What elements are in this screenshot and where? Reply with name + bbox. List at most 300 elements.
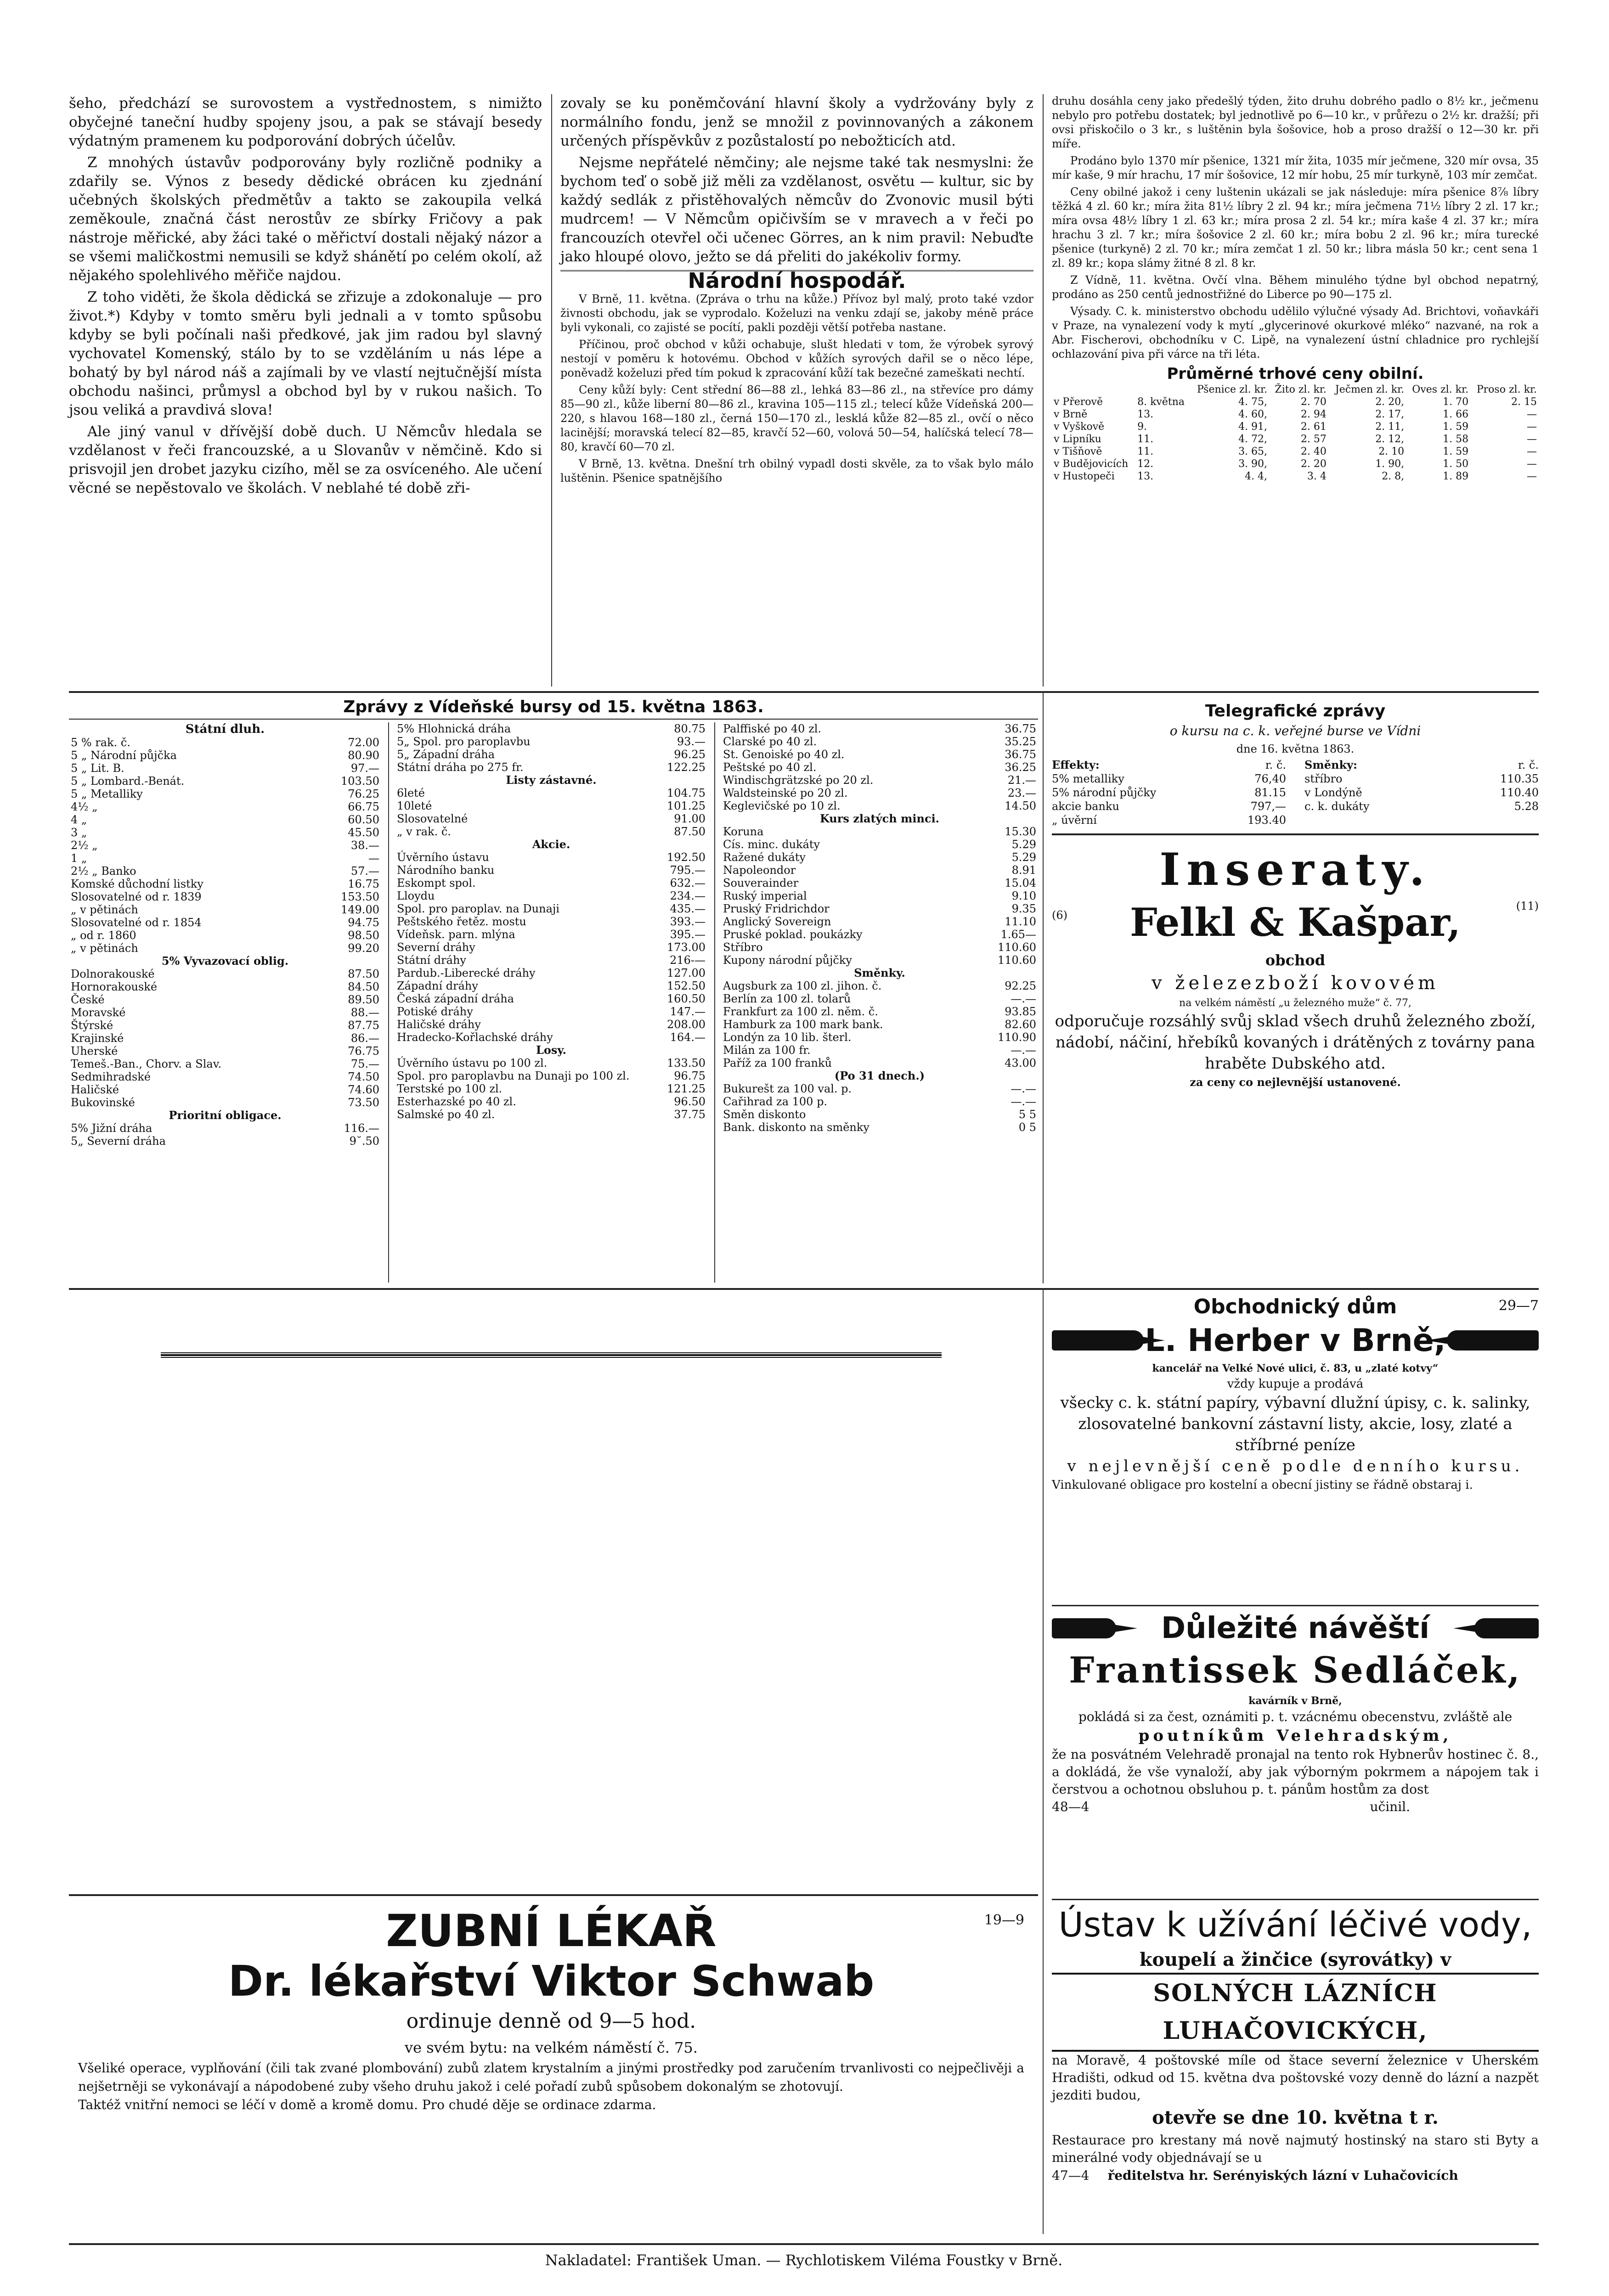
bourse-value: 93.—	[677, 735, 706, 748]
bourse-value: 147.—	[670, 1005, 706, 1018]
effect-value: 81.15	[1254, 786, 1286, 799]
bourse-item: Listy zástavné.	[506, 773, 597, 787]
bourse-value: 82.60	[1005, 1018, 1036, 1031]
bourse-item: 5„ Spol. pro paroplavbu	[397, 735, 531, 748]
bourse-value: 9.10	[1011, 889, 1036, 902]
bourse-row	[721, 967, 1038, 979]
price-value: 1. 66	[1443, 409, 1469, 420]
bourse-item: Peštské po 40 zl.	[723, 761, 817, 774]
bourse-item: Státní dráhy	[397, 954, 466, 967]
price-header: Ječmen zl. kr.	[1335, 384, 1405, 395]
bourse-value: 91.00	[674, 812, 706, 825]
bourse-row	[395, 1095, 707, 1108]
spa-ad	[1052, 1899, 1539, 2185]
telegraph-title: Telegrafické zprávy	[1205, 702, 1386, 720]
bourse-item: Slosovatelné od r. 1839	[71, 890, 202, 903]
bourse-item: 5„ Severní dráha	[71, 1135, 166, 1148]
bourse-row	[721, 812, 1038, 825]
price-day: 13.	[1137, 409, 1154, 420]
bourse-value: 96.50	[674, 1095, 706, 1108]
bourse-value: 14.50	[1005, 799, 1036, 812]
price-row	[1052, 433, 1539, 445]
bourse-item: Západní dráhy	[397, 979, 478, 992]
bourse-item: Windischgrätzské po 20 zl.	[723, 774, 874, 787]
bourse-item: Clarské po 40 zl.	[723, 735, 817, 748]
effect-name: 5% metalliky	[1052, 772, 1124, 785]
bourse-row	[69, 1019, 381, 1032]
col2-paragraph-1: zovaly se ku poněmčování hlavní školy a vydržovány byly z normálního fondu, jenž se množil z povinnovaných a zákonem určených příspěvkův z pozůstalostí po nebožticích atd.	[560, 95, 1033, 149]
bourse-value: 74.60	[348, 1083, 379, 1096]
bourse-row	[721, 774, 1038, 787]
bourse-item: 10leté	[397, 799, 432, 812]
bourse-item: 6leté	[397, 787, 425, 799]
spa-name: SOLNÝCH LÁZNÍCH LUHAČOVICKÝCH,	[1052, 1973, 1539, 2052]
price-value: 2. 10	[1378, 446, 1405, 457]
bourse-value: 11.10	[1005, 915, 1036, 928]
bourse-item: Pardub.-Liberecké dráhy	[397, 967, 536, 979]
bourse-value: 88.—	[350, 1006, 379, 1019]
bourse-value: 5.29	[1011, 851, 1036, 864]
bourse-row	[69, 968, 381, 980]
bourse-rule	[69, 719, 1038, 720]
dentist-ad	[69, 1906, 1033, 2114]
bourse-value: —.—	[1011, 1095, 1036, 1108]
bourse-row	[69, 903, 381, 916]
bourse-item: 5 „ Metalliky	[71, 788, 143, 800]
bourse-value: 76.75	[348, 1045, 379, 1058]
bourse-value: 93.85	[1005, 1005, 1036, 1018]
bourse-item: 2½ „	[71, 839, 98, 852]
bourse-item: Kupony národní půjčky	[723, 954, 852, 967]
ad-number: 19—9	[984, 1912, 1024, 1928]
bourse-value: 122.25	[667, 761, 706, 774]
bourse-row	[395, 825, 707, 838]
price-day: 11.	[1137, 433, 1154, 445]
bourse-row	[395, 1082, 707, 1095]
bourse-row	[69, 813, 381, 826]
price-value: 3. 65,	[1238, 446, 1268, 457]
bourse-value: 0 5	[1018, 1121, 1036, 1134]
section-rule	[1052, 833, 1539, 835]
bourse-value: 149.00	[341, 903, 379, 916]
price-value: 2. 12,	[1375, 433, 1405, 445]
price-value: 2. 94	[1300, 409, 1327, 420]
section-rule	[69, 1288, 1539, 1290]
exchange-value: 110.35	[1500, 772, 1539, 785]
bourse-row	[69, 839, 381, 852]
ad-number: (11)	[1516, 900, 1539, 912]
bourse-item: Hamburk za 100 mark bank.	[723, 1018, 883, 1031]
bourse-value: 9˘.50	[349, 1135, 379, 1148]
pointing-hand-right-icon	[1052, 1618, 1116, 1638]
col2-paragraph-2: Nejsme nepřátelé němčiny; ale nejsme také tak nesmyslni: že bychom teď o sobě již měli za vzdělanost, osvětu — kultur, sic by každý sedlák z přistěhovalých němcův do Zvonovic musil býti mudrcem! — V Němcům opičivším se v mravech a v řeči po francouzích otevřel oči učenec Görres, an k nim pravil: Nebuďte jako hloupé olovo, ježto se dá přeliti do jakékoliv formy.	[560, 154, 1033, 265]
bourse-item: Ražené dukáty	[723, 851, 806, 864]
bourse-row	[721, 838, 1038, 851]
bourse-item: Slosovatelné od r. 1854	[71, 916, 202, 929]
spa-text: na Moravě, 4 poštovské míle od štace severní železnice v Uherském Hradišti, odkud od 15. května dva poštovské vozy denně do lázní a nazpět jezditi budou,	[1052, 2053, 1539, 2103]
exchange-name: stříbro	[1304, 772, 1343, 785]
ad-number: 29—7	[1498, 1298, 1539, 1314]
market-paragraph-3: Ceny kůží byly: Cent střední 86—88 zl., lehká 83—86 zl., na střevíce pro dámy 85—90 zl., kůže liberní 80—86 zl., kravina 105—115 zl.; telecí kůže Vídeňská 200—220, s hlavou 168—180 zl., černá 150—170 zl., lesklá kůže 82—85 zl., ovčí o něco lacinější; moravská telecí 82—85, kravčí 52—60, volová 50—54, halíčská telecí 78—80, kravčí 60—70 zl.	[560, 383, 1033, 453]
bourse-item: Úvěrního ústavu po 100 zl.	[397, 1057, 548, 1069]
bourse-table-c	[721, 722, 1038, 1134]
herber-text: všecky c. k. státní papíry, výbavní dlužní úpisy, c. k. salinky, zlosovatelné bankovní zástavní listy, akcie, losy, zlaté a stříbrné peníze	[1060, 1394, 1530, 1454]
bourse-value: 110.60	[998, 941, 1036, 954]
exchange-name: v Londýně	[1304, 786, 1362, 799]
bourse-row	[69, 929, 381, 942]
felkl-obchod: obchod	[1265, 951, 1326, 969]
price-header: Proso zl. kr.	[1476, 384, 1537, 395]
bourse-item: Hradecko-Kořlachské dráhy	[397, 1031, 553, 1044]
bourse-item: Spol. pro paroplavbu na Dunaji po 100 zl.	[397, 1069, 630, 1082]
bourse-value: 160.50	[667, 992, 706, 1005]
bourse-row	[69, 1135, 381, 1148]
telegraph-date: dne 16. května 1863.	[1236, 743, 1355, 755]
price-value: —	[1527, 409, 1537, 420]
bourse-value: —	[368, 852, 379, 865]
bourse-item: Anglický Sovereign	[723, 915, 831, 928]
herber-title: Obchodnický dům	[1193, 1295, 1397, 1318]
price-value: 2. 8,	[1382, 471, 1405, 482]
bourse-item: „ od r. 1860	[71, 929, 136, 942]
bourse-value: 393.—	[670, 915, 706, 928]
bourse-item: 5 „ Národní půjčka	[71, 749, 177, 762]
bourse-value: 208.00	[667, 1018, 706, 1031]
bourse-row	[395, 1057, 707, 1069]
bourse-item: Ruský imperial	[723, 889, 807, 902]
bourse-row	[395, 748, 707, 761]
bourse-item: 5 % rak. č.	[71, 736, 130, 749]
bourse-value: 15.04	[1005, 877, 1036, 889]
bourse-value: 87.50	[674, 825, 706, 838]
price-value: 2. 40	[1300, 446, 1327, 457]
bourse-item: Haličské	[71, 1083, 119, 1096]
bourse-item: Státní dráha po 275 fr.	[397, 761, 524, 774]
bourse-value: 173.00	[667, 941, 706, 954]
bourse-value: 192.50	[667, 851, 706, 864]
bourse-item: Hornorakouské	[71, 980, 158, 993]
bourse-item: České	[71, 993, 105, 1006]
bourse-row	[395, 735, 707, 748]
bourse-row	[395, 992, 707, 1005]
bourse-value: 87.75	[348, 1019, 379, 1032]
price-value: 3. 90,	[1238, 458, 1268, 470]
price-value: 2. 15	[1511, 396, 1537, 408]
felkl-address: na velkém náměstí „u železného muže“ č. 77,	[1179, 997, 1411, 1009]
bourse-value: 89.50	[348, 993, 379, 1006]
bourse-item: Krajinské	[71, 1032, 124, 1045]
bourse-row	[69, 865, 381, 878]
price-row	[1052, 445, 1539, 458]
price-value: 1. 50	[1443, 458, 1469, 470]
dentist-address: ve svém bytu: na velkém náměstí č. 75.	[405, 2039, 698, 2056]
bourse-item: Slosovatelné	[397, 812, 468, 825]
bourse-value: 23.—	[1007, 787, 1036, 799]
notice-pilgrims: poutníkům Velehradským,	[1138, 1727, 1452, 1745]
bourse-value: 74.50	[348, 1070, 379, 1083]
bourse-item: Lloydu	[397, 889, 435, 902]
bourse-value: 116.—	[344, 1122, 379, 1135]
price-row	[1052, 408, 1539, 421]
bourse-value: 36.25	[1005, 761, 1036, 774]
bourse-row	[69, 1045, 381, 1058]
bourse-value: 45.50	[348, 826, 379, 839]
column-divider	[1043, 94, 1044, 687]
bourse-row	[395, 1069, 707, 1082]
bourse-row	[721, 1018, 1038, 1031]
bourse-row	[721, 799, 1038, 812]
bourse-value: 73.50	[348, 1096, 379, 1109]
inserty-title: Inseraty.	[1159, 844, 1431, 895]
column-2	[560, 94, 1033, 488]
price-day: 13.	[1137, 471, 1154, 482]
bourse-row	[69, 942, 381, 955]
sedlacek-name: Frantissek Sedláček,	[1069, 1649, 1522, 1691]
price-value: 4. 72,	[1238, 433, 1268, 445]
bourse-item: „ v rak. č.	[397, 825, 451, 838]
price-table	[1052, 383, 1539, 483]
pointing-hand-left-icon	[1447, 1330, 1539, 1351]
price-value: 1. 59	[1443, 421, 1469, 433]
bourse-value: 8.91	[1011, 864, 1036, 877]
bourse-row	[69, 852, 381, 865]
bourse-row	[395, 799, 707, 812]
bourse-row	[395, 902, 707, 915]
bourse-value: 103.50	[341, 775, 379, 788]
price-value: 4. 60,	[1238, 409, 1268, 420]
bourse-item: Komské důchodní listky	[71, 878, 203, 890]
bourse-row	[69, 955, 381, 968]
bourse-value: 5.29	[1011, 838, 1036, 851]
herber-cheap: v nejlevnější ceně podle denního kursu.	[1067, 1457, 1524, 1475]
column-3	[1052, 94, 1539, 483]
bourse-value: 80.90	[348, 749, 379, 762]
spa-subtitle: koupelí a žinčice (syrovátky) v	[1139, 1949, 1451, 1970]
bourse-value: 234.—	[670, 889, 706, 902]
bourse-value: 1.65—	[1000, 928, 1036, 941]
newspaper-page	[69, 94, 1539, 2296]
bourse-row	[69, 1096, 381, 1109]
bourse-item: „ v pětinách	[71, 903, 138, 916]
exchange-unit: r. č.	[1518, 759, 1539, 771]
price-header: Žito zl. kr.	[1275, 384, 1327, 395]
bourse-row	[395, 787, 707, 799]
bourse-value: 395.—	[670, 928, 706, 941]
bourse-table-b	[395, 722, 707, 1121]
bourse-value: 127.00	[667, 967, 706, 979]
ad-number: (6)	[1052, 909, 1067, 922]
bourse-value: 60.50	[348, 813, 379, 826]
bourse-value: 84.50	[348, 980, 379, 993]
bourse-col-c	[721, 722, 1038, 1134]
market-paragraph-2: Příčinou, proč obchod v kůži ochabuje, slušt hledati v tom, že výrobek syrový nestojí v poměru k hotovému. Obchod v kůžích syrových dařil se o něco lépe, poněvadž koželuzi před tím pokud k zpracování kůží tak bezečné zameškati nechtí.	[560, 338, 1033, 379]
bourse-value: 96.75	[674, 1069, 706, 1082]
telegraph-section	[1052, 700, 1539, 1091]
bourse-item: 1 „	[71, 852, 87, 865]
price-value: 2. 11,	[1375, 421, 1405, 433]
price-value: 4. 91,	[1238, 421, 1268, 433]
price-place: v Tišňově	[1054, 446, 1102, 457]
price-value: 4. 4,	[1245, 471, 1268, 482]
bourse-row	[721, 902, 1038, 915]
notice-title: Důležité návěští	[1161, 1611, 1429, 1645]
bourse-row	[69, 749, 381, 762]
bourse-row	[721, 1069, 1038, 1082]
bourse-item: Londýn za 10 lib. šterl.	[723, 1031, 852, 1044]
price-header: Oves zl. kr.	[1412, 384, 1469, 395]
bourse-row	[721, 825, 1038, 838]
bourse-row	[395, 877, 707, 889]
bourse-value: 36.75	[1005, 748, 1036, 761]
pointing-hand-right-icon	[1052, 1330, 1144, 1351]
bourse-item: 5% Vyvazovací oblig.	[161, 954, 289, 968]
bourse-item: Akcie.	[532, 838, 570, 851]
bourse-item: Dolnorakouské	[71, 968, 155, 980]
exchange-name: c. k. dukáty	[1304, 800, 1370, 813]
bourse-item: „ v pětinách	[71, 942, 138, 955]
pointing-hand-left-icon	[1474, 1618, 1539, 1638]
bourse-row	[69, 890, 381, 903]
bourse-item: St. Genoiské po 40 zl.	[723, 748, 845, 761]
bourse-item: 2½ „ Banko	[71, 865, 136, 878]
bourse-value: 36.75	[1005, 722, 1036, 735]
price-value: 1. 59	[1443, 446, 1469, 457]
bourse-item: 5% Hlohnická dráha	[397, 722, 511, 735]
bourse-value: 16.75	[348, 878, 379, 890]
section-rule	[69, 691, 1539, 693]
bourse-value: —.—	[1011, 992, 1036, 1005]
sedlacek-role: kavárník v Brně,	[1248, 1695, 1342, 1707]
bourse-row	[69, 736, 381, 749]
spa-opening: otevře se dne 10. května t r.	[1152, 2107, 1439, 2128]
bourse-row	[69, 1006, 381, 1019]
section-rule	[69, 2243, 1539, 2245]
bourse-row	[395, 851, 707, 864]
price-value: 1. 90,	[1375, 458, 1405, 470]
notice-text-2: že na posvátném Velehradě pronajal na tento rok Hybnerův hostinec č. 8., a dokládá, že vše vynaloží, aby jak výborným pokrmem a nápojem tak i čerstvou a ochotnou obsluhou p. t. pánům hostům za dost	[1052, 1747, 1539, 1797]
price-value: 1. 58	[1443, 433, 1469, 445]
bourse-item: Eskompt spol.	[397, 877, 476, 889]
bourse-row	[69, 1122, 381, 1135]
bourse-value: 152.50	[667, 979, 706, 992]
bourse-col-b	[395, 722, 707, 1121]
notice-end: učinil.	[1370, 1799, 1410, 1814]
bourse-row	[69, 1032, 381, 1045]
price-day: 12.	[1137, 458, 1154, 470]
bourse-row	[721, 735, 1038, 748]
bourse-value: 94.75	[348, 916, 379, 929]
bourse-row	[395, 1031, 707, 1044]
bourse-item: Pruský Fridrichdor	[723, 902, 830, 915]
bourse-row	[721, 1108, 1038, 1121]
price-value: 2. 20,	[1375, 396, 1405, 408]
bourse-row	[721, 864, 1038, 877]
bourse-value: 72.00	[348, 736, 379, 749]
bourse-item: Sedmihradské	[71, 1070, 151, 1083]
bourse-row	[69, 878, 381, 890]
bourse-value: 216-—	[670, 954, 706, 967]
herber-office: kancelář na Velké Nové ulici, č. 83, u „zlaté kotvy“	[1152, 1362, 1439, 1374]
herber-buys: vždy kupuje a prodává	[1227, 1377, 1364, 1391]
price-day: 8. května	[1137, 396, 1185, 408]
bourse-item: Salmské po 40 zl.	[397, 1108, 495, 1121]
bourse-item: Berlín za 100 zl. tolarů	[723, 992, 851, 1005]
bourse-row	[721, 851, 1038, 864]
bourse-value: 92.25	[1005, 979, 1036, 992]
bourse-item: Milán za 100 fr.	[723, 1044, 811, 1057]
notice-text-1: pokládá si za čest, oznámiti p. t. vzácnému obecenstvu, zvláště ale	[1078, 1709, 1513, 1724]
bourse-item: Haličské dráhy	[397, 1018, 481, 1031]
exchange-value: 5.28	[1514, 800, 1539, 813]
bourse-row	[721, 1031, 1038, 1044]
bourse-value: 99.20	[348, 942, 379, 955]
bourse-value: 86.—	[350, 1032, 379, 1045]
bourse-value: 110.90	[998, 1031, 1036, 1044]
bourse-row	[395, 774, 707, 787]
price-value: 1. 89	[1443, 471, 1469, 482]
bourse-item: Augsburk za 100 zl. jihon. č.	[723, 979, 882, 992]
bourse-value: 9.35	[1011, 902, 1036, 915]
bourse-item: Waldsteinské po 20 zl.	[723, 787, 848, 799]
price-value: —	[1527, 433, 1537, 445]
bourse-value: 76.25	[348, 788, 379, 800]
col1-paragraph-3: Z toho viděti, že škola dědická se zřizuje a zdokonaluje — pro život.*) Kdyby v tomto směru byli jednali a v tomto spůsobu kdyby se byli počínali naši předkové, jak jim radou byl slavný vychovatel Komenský, stálo by to se vzděláním u nás lépe a bohatý by byl národ náš a zajímali by ve vlastí nejtučnější místa obchodu našinci, průmysl a obchod byl by v rukou našich. To jsou veliká a pravdivá slova!	[69, 289, 542, 418]
bourse-value: 632.—	[670, 877, 706, 889]
bourse-table-a	[69, 736, 381, 1148]
price-value: —	[1527, 421, 1537, 433]
bourse-value: 98.50	[348, 929, 379, 942]
bourse-row	[721, 954, 1038, 967]
dentist-hours: ordinuje denně od 9—5 hod.	[406, 2009, 696, 2033]
bourse-value: 164.—	[670, 1031, 706, 1044]
bourse-item: Bukovinské	[71, 1096, 135, 1109]
bourse-item: 5% Jižní dráha	[71, 1122, 152, 1135]
state-debt-header: Státní dluh.	[185, 722, 265, 736]
imprint: Nakladatel: František Uman. — Rychlotiskem Viléma Foustky v Brně.	[545, 2251, 1063, 2269]
price-row	[1052, 458, 1539, 470]
bourse-item: Cís. minc. dukáty	[723, 838, 820, 851]
bourse-row	[721, 889, 1038, 902]
price-place: v Lipníku	[1054, 433, 1101, 445]
col1-paragraph-4: Ale jiný vanul v dřívější době duch. U Němcův hledala se vzdělanost v řeči francouzské, a u Slovanův v němčině. Kdo si prisvojil jen drobet jazyku cizího, měl se za osvíceného. Ale učení věcné se nepěstovalo ve školách. V neblahé té době zři-	[69, 423, 542, 496]
bourse-row	[721, 1121, 1038, 1134]
bourse-section	[69, 697, 1038, 1289]
bourse-item: Esterhazské po 40 zl.	[397, 1095, 516, 1108]
bourse-value: 133.50	[667, 1057, 706, 1069]
bourse-item: Souverainder	[723, 877, 799, 889]
price-value: 3. 4	[1307, 471, 1327, 482]
bourse-row	[69, 800, 381, 813]
bourse-title: Zprávy z Vídeňské bursy od 15. května 1863.	[343, 698, 764, 716]
bourse-item: Směnky.	[854, 966, 905, 979]
column-divider	[551, 94, 552, 687]
bourse-value: 153.50	[341, 890, 379, 903]
bourse-row	[395, 1108, 707, 1121]
bourse-value: 795.—	[670, 864, 706, 877]
col3-paragraph-3: Ceny obilné jakož i ceny luštenin ukázali se jak následuje: míra pšenice 8⅞ líbry těžká 4 zl. 60 kr.; míra žita 81½ líbry 2 zl. 94 kr.; míra ječmena 71½ líbry 2 zl. 17 kr.; míra ovsa 48½ líbry 1 zl. 63 kr.; míra prosa 2 zl. 54 kr.; míra kaše 4 zl. 37 kr.; míra hrachu 3 zl. 7 kr.; míra šošovice 2 zl. 60 kr.; míra bobu 2 zl. 96 kr.; míra turecké pšenice (turkyně) 2 zl. 70 kr.; míra zemčat 1 zl. 50 kr.; libra másla 50 kr.; cent sena 1 zl. 89 kr.; kopa slámy žitné 8 zl. 8 kr.	[1052, 186, 1539, 270]
bourse-item: Paříž za 100 franků	[723, 1057, 832, 1069]
bourse-item: Úvěrního ústavu	[397, 851, 489, 864]
bourse-value: 21.—	[1007, 774, 1036, 787]
price-value: —	[1527, 446, 1537, 457]
market-paragraph-4: V Brně, 13. května. Dnešní trh obilný vypadl dosti skvěle, za to však bylo málo luštěnin. Pšenice spatnějšího	[560, 457, 1033, 484]
bourse-item: Palffiské po 40 zl.	[723, 722, 822, 735]
bourse-divider	[388, 722, 389, 1283]
felkl-footer: za ceny co nejlevnější ustanovené.	[1190, 1075, 1401, 1089]
bourse-row	[395, 761, 707, 774]
bourse-row	[395, 915, 707, 928]
price-table-title: Průměrné trhové ceny obilní.	[1167, 365, 1424, 383]
